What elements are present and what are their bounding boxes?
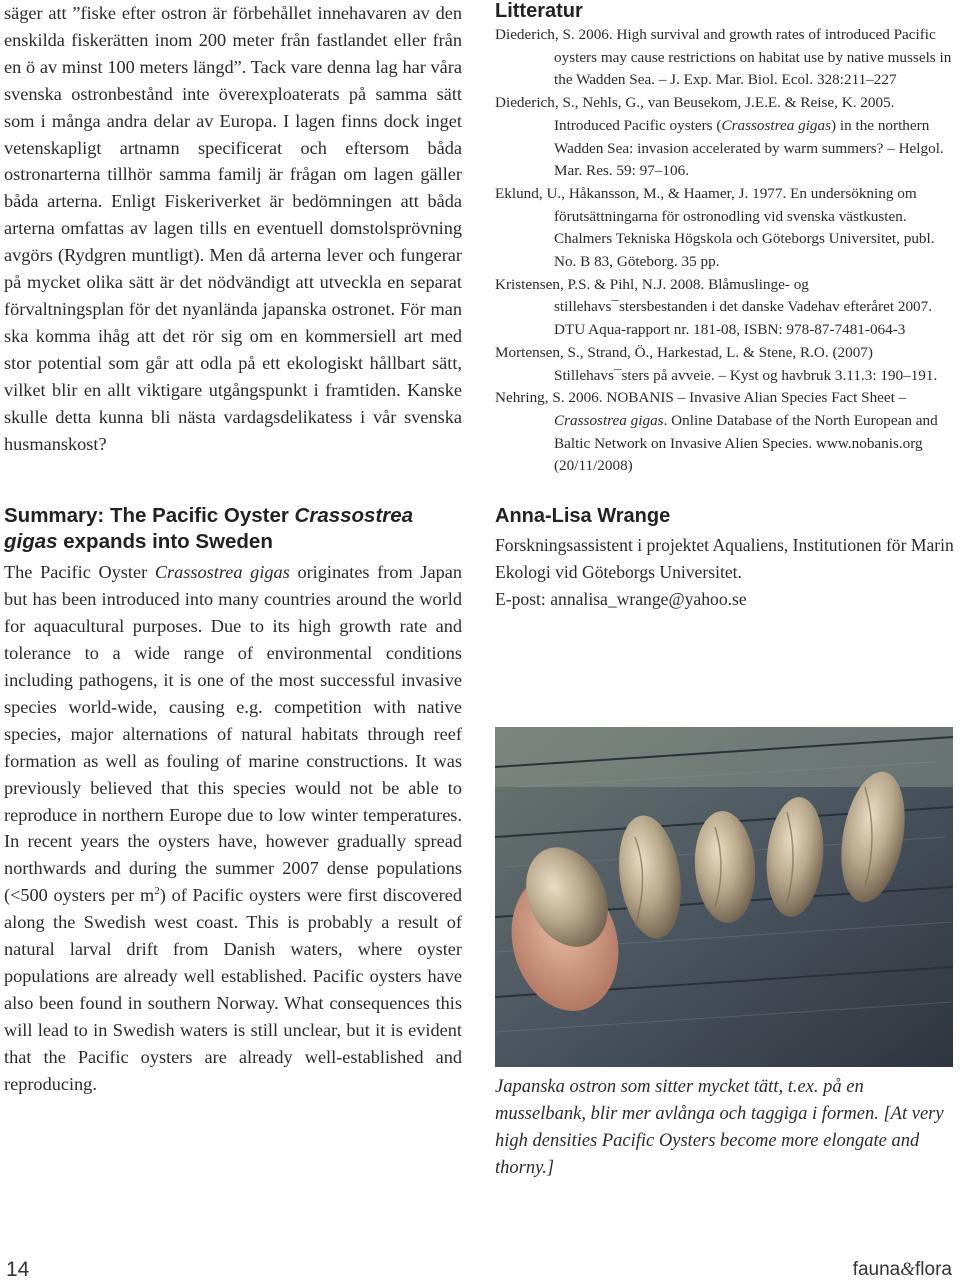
oyster-photo-image <box>495 727 953 1067</box>
reference-item <box>495 183 955 274</box>
page-number: 14 <box>6 1258 30 1281</box>
summary-part-2: ) of Pacific oysters were first discovered along the Swedish west coast. This is probably a result of natural larval drift from Danish waters, where oyster populations are already well established. Pacific oysters have also been found in southern Norway. What consequences this will lead to in Swedish waters is still unclear, but it is evident that the Pacific oysters are already well-established and reproducing. <box>4 885 462 1094</box>
summary-heading-suffix: expands into Sweden <box>57 530 273 554</box>
reference-list <box>495 24 955 478</box>
summary-heading-species: Crassostrea gigas <box>4 504 414 554</box>
brand-fauna: fauna <box>852 1259 901 1280</box>
reference-text: Eklund, U., Håkansson, M., & Haamer, J. 1977. En undersökning om förutsättningarna för ostronodling vid svenska västkusten. Chalmers Tekniska Högskola och Göteborgs Universitet, publ. No. B 83, Göteborg. 35 pp. <box>495 184 935 271</box>
summary-superscript: 2 <box>154 885 160 898</box>
author-name: Anna-Lisa Wrange <box>495 505 671 528</box>
left-column <box>4 0 462 1098</box>
author-affiliation: Forskningsassistent i projektet Aqualiens, Institutionen för Marin Ekologi vid Göteborgs Universitet. <box>495 535 954 583</box>
author-email: E-post: annalisa_wrange@yahoo.se <box>495 589 747 610</box>
reference-species: Crassostrea gigas <box>721 116 832 134</box>
reference-text: Diederich, S., Nehls, G., van Beusekom, J.E.E. & Reise, K. 2005. Introduced Pacific oysters ( <box>495 94 895 134</box>
reference-species: Crassostrea gigas <box>554 411 664 429</box>
reference-text: Kristensen, P.S. & Pihl, N.J. 2008. Blåmuslinge- og stillehavs¯stersbestanden i det danske Vadehav efteråret 2007. DTU Aqua-rapport nr. 181-08, ISBN: 978-87-7481-064-3 <box>495 275 933 339</box>
reference-item <box>495 24 955 92</box>
reference-item <box>495 387 955 478</box>
reference-item <box>495 92 955 183</box>
literature-heading: Litteratur <box>495 0 583 22</box>
oyster-photo <box>495 727 953 1067</box>
summary-heading-prefix: Summary: The Pacific Oyster <box>4 504 295 528</box>
reference-text: Diederich, S. 2006. High survival and growth rates of introduced Pacific oysters may cause restrictions on habitat use by native mussels in the Wadden Sea. – J. Exp. Mar. Biol. Ecol. 328:211–227 <box>495 26 952 89</box>
photo-caption: Japanska ostron som sitter mycket tätt, t.ex. på en musselbank, blir mer avlånga och taggiga i formen. [At very high densities Pacific Oysters become more elongate and thorny.] <box>495 1077 944 1178</box>
summary-heading <box>4 503 462 555</box>
intro-paragraph <box>4 0 462 457</box>
intro-text: säger att ”fiske efter ostron är förbehållet innehavaren av den enskilda fiskerätten inom 200 meter från fastlandet eller från en ö av minst 100 meters längd”. Tack vare denna lag har våra svenska ostronbestånd inte överexploaterats på samma sätt som i många andra delar av Europa. I lagen finns dock inget vetenskapligt artnamn specificerat och eftersom båda ostronarterna tillhör samma familj är frågan om lagen gäller båda arterna. Enligt Fiskeriverket är bedömningen att båda arterna omfattas av lagen tills en eventuell domstolsprövning avgörs (Rydgren muntligt). Men då arterna lever och fungerar på mycket olika sätt är det nödvändigt att utveckla en separat förvaltningsplan för det nyanlända japanska ostronet. För man ska komma ihåg att det rör sig om en kommersiell art med stor potential som går att odla på ett ekologiskt hållbart sätt, vilket blir en allt viktigare utgångspunkt i framtiden. Kanske skulle detta kunna bli nästa vardagsdelikatess i vår svenska husmanskost? <box>4 3 462 454</box>
brand-flora: flora <box>915 1259 952 1280</box>
reference-text: Nehring, S. 2006. NOBANIS – Invasive Alian Species Fact Sheet – <box>495 389 907 407</box>
reference-text-tail: ) in the northern Wadden Sea: invasion accelerated by warm summers? – Helgol. Mar. Res. 59: 97–106. <box>554 116 944 180</box>
summary-species: Crassostrea gigas <box>154 562 290 583</box>
publication-logo <box>853 1259 952 1281</box>
right-column <box>495 0 955 613</box>
reference-text: Mortensen, S., Strand, Ö., Harkestad, L. & Stene, R.O. (2007) Stillehavs¯sters på avveie. – Kyst og havbruk 3.11.3: 190–191. <box>495 343 938 384</box>
brand-ampersand: & <box>900 1259 916 1280</box>
summary-lead: The Pacific Oyster <box>4 562 155 583</box>
summary-part-1: originates from Japan but has been introduced into many countries around the world for aquacultural purposes. Due to its high growth rate and tolerance to a wide range of environmental conditions including pathogens, it is one of the most successful invasive species world-wide, causing e.g. competition with native species, major alternations of natural habitats through reef formation as well as fouling of marine constructions. It was previously believed that this species would not be able to reproduce in northern Europe due to low winter temperatures. In recent years the oysters have, however gradually spread northwards and during the summer 2007 dense populations (<500 oysters per m <box>4 562 462 906</box>
reference-item <box>495 342 955 387</box>
reference-item <box>495 274 955 342</box>
summary-paragraph <box>4 559 462 1097</box>
reference-text-tail: . Online Database of the North European and Baltic Network on Invasive Alien Species. www.nobanis.org (20/11/2008) <box>554 411 938 475</box>
